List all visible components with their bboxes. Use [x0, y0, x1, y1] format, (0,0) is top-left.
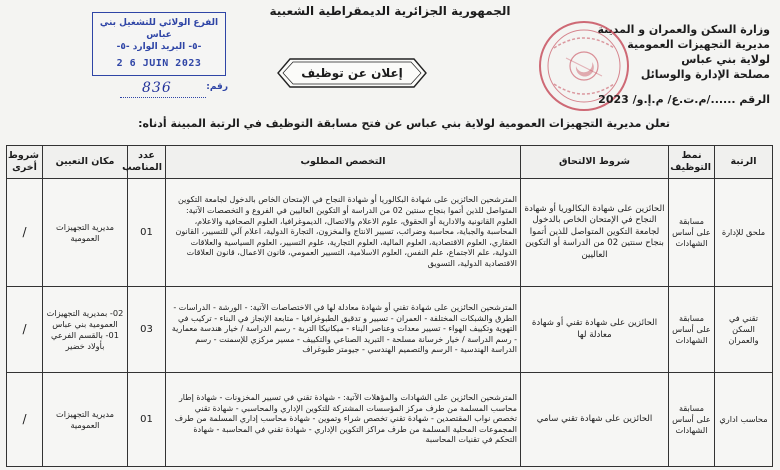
cell-rank: تقني في السكن والعمران	[715, 287, 773, 373]
stamp-number-line	[120, 97, 206, 98]
header-other: شروط أخرى	[7, 146, 43, 179]
cell-mode: مسابقة على أساس الشهادات	[669, 287, 715, 373]
cell-access: الحائزين على شهادة تقني سامي	[521, 373, 669, 467]
cell-specialty: المترشحين الحائزين على الشهادات والمؤهلات الآتية: - شهادة تقني في تسيير المخزونات - شهادة إطار محاسب المسلمة من طرف مركز المؤسسات المشتركة للتكوين الإداري والمحاسبي - شهادة تقني تخصص نواب المقتصدين - شهادة تقني تخصص شراء وتموين - شهادة محاسب إداري المسلمة من طرف المجموعات المحلية المسلمة من طرف مراكز التكوين الإداري - شهادة تقني في المحاسبة - شهادة التحكم في تقنيات المحاسبة	[166, 373, 521, 467]
ministry-line: مصلحة الإدارة والوسائل	[640, 68, 770, 81]
cell-specialty: المترشحين الحائزين على شهادة تقني أو شهادة معادلة لها في الاختصاصات الآتية: - الورشة - الدراسات - الطرق والشبكات المختلفة - العمران - تسيير و تدقيق الطبوغرافيا - متابعة الإنجاز في البناء - تركيب في التهوية وتكييف الهواء - تسيير معدات وعناصر البناء - ميكانيكا التربة - رسم الدراسة / خيار هندسة معمارية - رسم الدراسة / خيار خرسانة مسلحة - التبريد الصناعي والتكييف - مسير مركزي للإسمنت - رسم الدراسة الهندسية - الرسم والتصميم الهندسي - جيومتر طبوغراف	[166, 287, 521, 373]
cell-posts: 01	[128, 179, 166, 287]
header-posts: عدد المناصب	[128, 146, 166, 179]
cell-rank: محاسب اداري	[715, 373, 773, 467]
cell-location: 02- بمديرية التجهيزات العمومية بني عباس 01- بالقسم الفرعي بأولاد خضير	[43, 287, 128, 373]
cell-rank: ملحق للإدارة	[715, 179, 773, 287]
cell-access: الحائزين على شهادة البكالوريا أو شهادة النجاح في الإمتحان الخاص بالدخول لجامعة التكوين المتواصل للذين أتموا بنجاح سنتين 02 من الدراسة أو التكوين العاليين	[521, 179, 669, 287]
cell-location: مديرية التجهيزات العمومية	[43, 373, 128, 467]
stamp-line-1: الفرع الولائي للتشغيل بني عباس	[99, 18, 219, 40]
stamp-number	[120, 80, 228, 100]
cell-posts: 03	[128, 287, 166, 373]
cell-other: /	[7, 179, 43, 287]
table-row	[7, 287, 773, 373]
stamp-number-value: 836	[142, 80, 172, 96]
announcement-banner	[276, 57, 428, 89]
cell-other: /	[7, 287, 43, 373]
header-access: شروط الالتحاق	[521, 146, 669, 179]
ministry-line: مديرية التجهيزات العمومية	[627, 38, 770, 51]
reference-number: الرقم ....../م.ت.ع/ م.إ.و/ 2023	[598, 93, 770, 106]
stamp-number-label: رقم:	[206, 82, 228, 92]
cell-other: /	[7, 373, 43, 467]
announcement-intro: تعلن مديرية التجهيزات العمومية لولاية بني عباس عن فتح مسابقة التوظيف في الرتبة المبينة أدناه:	[138, 117, 670, 130]
cell-posts: 01	[128, 373, 166, 467]
recruitment-table	[6, 145, 773, 467]
table-row	[7, 179, 773, 287]
table-row	[7, 373, 773, 467]
cell-mode: مسابقة على أساس الشهادات	[669, 373, 715, 467]
header-location: مكان التعيين	[43, 146, 128, 179]
received-mail-stamp	[92, 12, 226, 76]
cell-specialty: المترشحين الحائزين على شهادة البكالوريا أو شهادة النجاح في الإمتحان الخاص بالدخول لجامعة التكوين المتواصل للذين أتموا بنجاح سنتين 02 من الدراسة أو التكوين العاليين في الفروع و التخصصات الآتية: العلوم القانونية والادارية أو الحقوق، علوم الاعلام والاتصال، الديموغرافيا، العلوم الصحافية والاعلام، المحاسبة والجباية، محاسبة وضرائب، تسيير الانتاج والمخزون، التجارة الدولية، اعلام آلي للتسيير، القانون العقاري، العلوم الاقتصادية، العلوم المالية، العلوم التجارية، علوم التسيير، العلوم السياسية والعلاقات الدولية، علم الاجتماع، علم النفس، العلوم الاسلامية، التسيير العمومي، قانون الاعمال، قانون العلاقات الاقتصادية الدولية، التسويق	[166, 179, 521, 287]
header-specialty: التخصص المطلوب	[166, 146, 521, 179]
republic-title: الجمهورية الجزائرية الديمقراطية الشعبية	[269, 4, 511, 18]
ministry-line: وزارة السكن والعمران و المدينة	[597, 23, 770, 36]
cell-access: الحائزين على شهادة تقني أو شهادة معادلة لها	[521, 287, 669, 373]
stamp-date: 2 6 JUIN 2023	[116, 58, 202, 69]
cell-mode: مسابقة على أساس الشهادات	[669, 179, 715, 287]
header-rank: الرتبة	[715, 146, 773, 179]
stamp-line-2: -٥- البريد الوارد -٥-	[116, 42, 202, 52]
announcement-title: إعلان عن توظيف	[301, 66, 403, 80]
table-header-row	[7, 146, 773, 179]
cell-location: مديرية التجهيزات العمومية	[43, 179, 128, 287]
ministry-line: لولاية بني عباس	[681, 53, 770, 66]
header-mode: نمط التوظيف	[669, 146, 715, 179]
